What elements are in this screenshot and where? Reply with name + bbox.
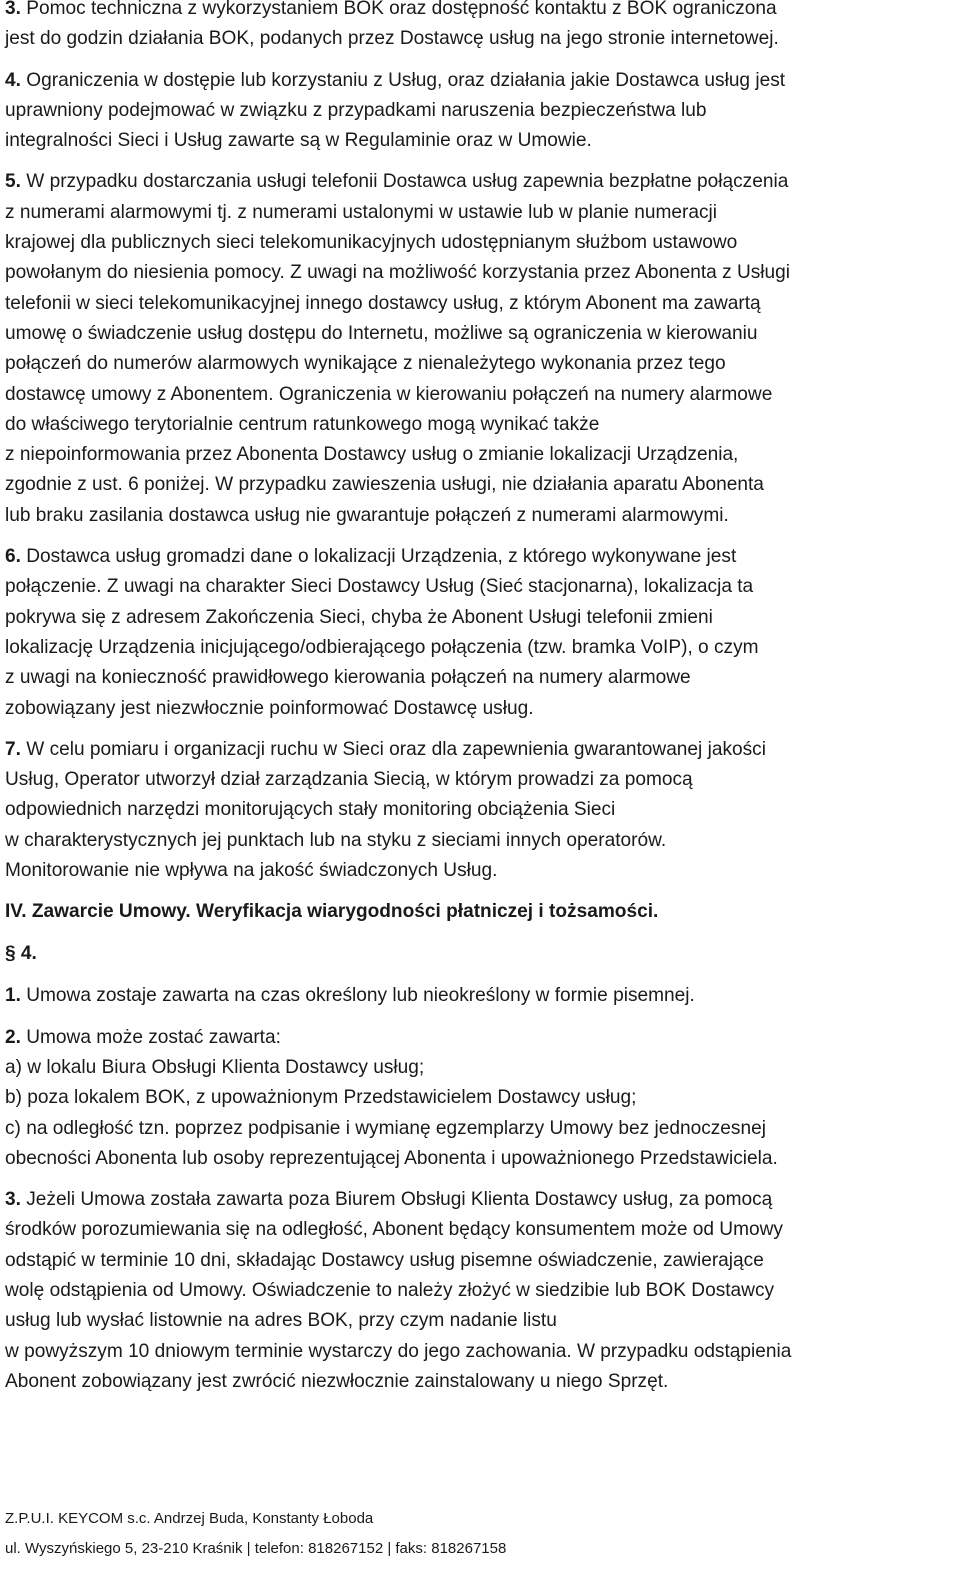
paragraph-text: W przypadku dostarczania usługi telefonii Dostawca usług zapewnia bezpłatne połączenia z numerami alarmowymi tj. z numerami ustalonymi w ustawie lub w planie numeracji krajowej dla publicznych sieci telekomunikacyjnych udostępnianym służbom ustawowo powołanym do niesienia pomocy. Z uwagi na możliwość korzystania przez Abonenta z Usługi telefonii w sieci telekomunikacyjnej innego dostawcy usług, z którym Abonent ma zawartą umowę o świadczenie usług dostępu do Internetu, możliwe są ograniczenia w kierowaniu połączeń do numerów alarmowych wynikające z nienależytego wykonania przez tego dostawcę umowy z Abonentem. Ograniczenia w kierowaniu połączeń na numery alarmowe do właściwego terytorialnie centrum ratunkowego mogą wynikać także z niepoinformowania przez Abonenta Dostawcy usług o zmianie lokalizacji Urządzenia, zgodnie z ust. 6 poniżej. W przypadku zawieszenia usługi, nie działania aparatu Abonenta lub braku zasilania dostawca usług nie gwarantuje połączeń z numerami alarmowymi.: [5, 171, 790, 526]
page-footer: [5, 1510, 950, 1558]
paragraph-4: [5, 66, 950, 157]
section-heading: IV. Zawarcie Umowy. Weryfikacja wiarygodności płatniczej i tożsamości.: [5, 901, 659, 923]
paragraph-6: [5, 542, 950, 724]
footer-address: ul. Wyszyńskiego 5, 23-210 Kraśnik | telefon: 818267152 | faks: 818267158: [5, 1540, 507, 1557]
paragraph-number: 2.: [5, 1026, 21, 1048]
paragraph-number: 3.: [5, 0, 21, 19]
paragraph-text: W celu pomiaru i organizacji ruchu w Sieci oraz dla zapewnienia gwarantowanej jakości Usług, Operator utworzył dział zarządzania Siecią, w którym prowadzi za pomocą odpowiednich narzędzi monitorujących stały monitoring obciążenia Sieci w charakterystycznych jej punktach lub na styku z sieciami innych operatorów. Monitorowanie nie wpływa na jakość świadczonych Usług.: [5, 738, 766, 882]
paragraph-3: [5, 0, 950, 55]
paragraph-text: Umowa zostaje zawarta na czas określony lub nieokreślony w formie pisemnej.: [20, 985, 695, 1007]
paragraph-text: Ograniczenia w dostępie lub korzystaniu z Usług, oraz działania jakie Dostawca usług jest uprawniony podejmować w związku z przypadkami naruszenia bezpieczeństwa lub integralności Sieci i Usług zawarte są w Regulaminie oraz w Umowie.: [5, 69, 786, 152]
paragraph-number: 6.: [5, 546, 21, 568]
section-paragraph-1: [5, 981, 950, 1011]
paragraph-text: Umowa może zostać zawarta: a) w lokalu Biura Obsługi Klienta Dostawcy usług; b) poza lokalem BOK, z upoważnionym Przedstawicielem Dostawcy usług; c) na odległość tzn. poprzez podpisanie i wymianę egzemplarzy Umowy bez jednoczesnej obecności Abonenta lub osoby reprezentującej Abonenta i upoważnionego Przedstawiciela.: [5, 1026, 778, 1169]
paragraph-number: 7.: [5, 738, 21, 760]
paragraph-number: 5.: [5, 171, 21, 193]
section-paragraph-2: [5, 1023, 950, 1174]
paragraph-text: Dostawca usług gromadzi dane o lokalizacji Urządzenia, z którego wykonywane jest połączenie. Z uwagi na charakter Sieci Dostawcy Usług (Sieć stacjonarna), lokalizacja ta pokrywa się z adresem Zakończenia Sieci, chyba że Abonent Usługi telefonii zmieni lokalizację Urządzenia inicjującego/odbierającego połączenia (tzw. bramka VoIP), o czym z uwagi na konieczność prawidłowego kierowania połączeń na numery alarmowe zobowiązany jest niezwłocznie poinformować Dostawcę usług.: [5, 546, 759, 719]
section-paragraph-3: [5, 1185, 950, 1397]
paragraph-number: 4.: [5, 69, 21, 91]
paragraph-number: 1.: [5, 985, 21, 1007]
footer-company: Z.P.U.I. KEYCOM s.c. Andrzej Buda, Konstanty Łoboda: [5, 1510, 374, 1527]
paragraph-text: Pomoc techniczna z wykorzystaniem BOK oraz dostępność kontaktu z BOK ograniczona jest do godzin działania BOK, podanych przez Dostawcę usług na jego stronie internetowej.: [5, 0, 779, 50]
paragraph-number: 3.: [5, 1189, 21, 1211]
section-mark: § 4.: [5, 943, 37, 965]
paragraph-text: Jeżeli Umowa została zawarta poza Biurem Obsługi Klienta Dostawcy usług, za pomocą środków porozumiewania się na odległość, Abonent będący konsumentem może od Umowy odstąpić w terminie 10 dni, składając Dostawcy usług pisemne oświadczenie, zawierające wolę odstąpienia od Umowy. Oświadczenie to należy złożyć w siedzibie lub BOK Dostawcy usług lub wysłać listownie na adres BOK, przy czym nadanie listu w powyższym 10 dniowym terminie wystarczy do jego zachowania. W przypadku odstąpienia Abonent zobowiązany jest zwrócić niezwłocznie zainstalowany u niego Sprzęt.: [5, 1189, 792, 1392]
paragraph-7: [5, 735, 950, 886]
document-body: [5, 0, 950, 1408]
paragraph-5: [5, 167, 950, 531]
